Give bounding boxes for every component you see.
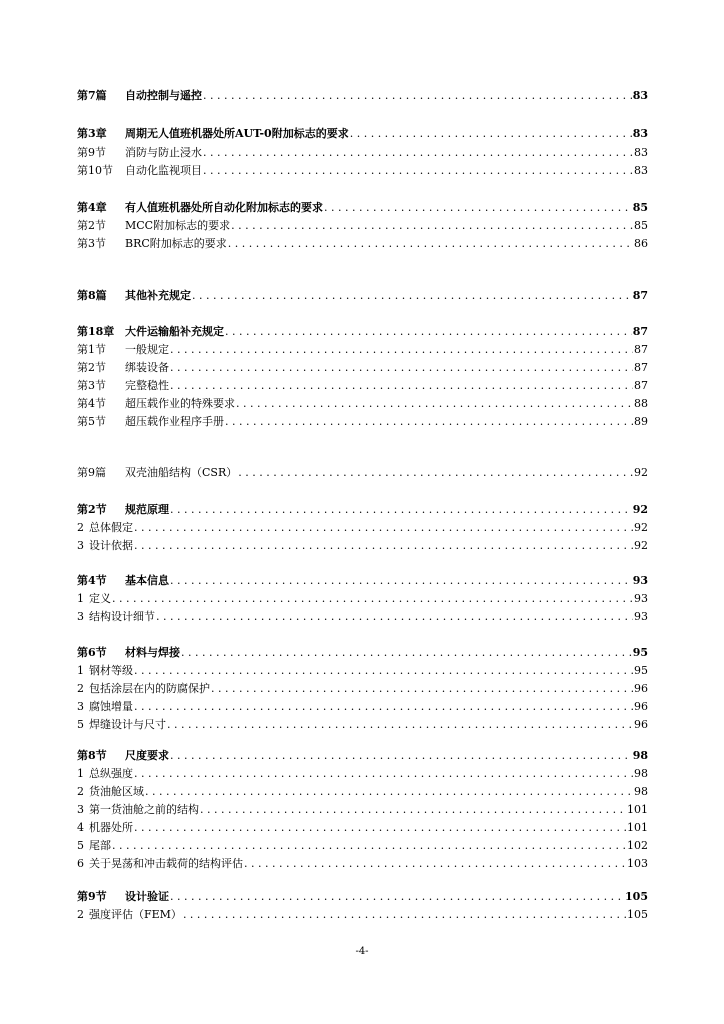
dot-leader [145, 784, 633, 800]
dot-leader [225, 324, 632, 340]
toc-entry-page: 83 [632, 89, 648, 102]
dot-leader [170, 378, 633, 394]
dot-leader [170, 502, 632, 518]
toc-entry-number: 第4节 [77, 574, 107, 587]
toc-entry-title: 机器处所 [89, 821, 133, 834]
toc-entry[interactable] [77, 538, 648, 554]
dot-leader [134, 820, 626, 836]
dot-leader [203, 145, 633, 161]
toc-entry[interactable] [77, 145, 648, 161]
toc-entry[interactable] [77, 236, 648, 252]
toc-entry-number: 5 [77, 839, 84, 852]
toc-entry[interactable] [77, 838, 648, 854]
toc-entry[interactable] [77, 889, 648, 905]
toc-entry[interactable] [77, 126, 648, 142]
toc-entry-title: 超压载作业程序手册 [125, 415, 224, 428]
toc-entry-number: 第4章 [77, 201, 107, 214]
toc-entry[interactable] [77, 717, 648, 733]
toc-entry-title: MCC附加标志的要求 [125, 219, 231, 232]
toc-entry-number: 第8节 [77, 749, 107, 762]
toc-entry-number: 1 [77, 664, 84, 677]
toc-entry-page: 89 [634, 415, 648, 428]
toc-entry-page: 93 [632, 574, 648, 587]
toc-entry-number: 5 [77, 718, 84, 731]
toc-entry-title: 包括涂层在内的防腐保护 [89, 682, 210, 695]
toc-entry[interactable] [77, 288, 648, 304]
toc-entry-number: 第1节 [77, 343, 106, 356]
toc-entry-page: 101 [627, 803, 648, 816]
toc-entry-title: 双壳油船结构（CSR） [125, 466, 238, 479]
toc-entry-title: 结构设计细节 [89, 610, 155, 623]
dot-leader [203, 163, 633, 179]
toc-entry-page: 95 [634, 664, 648, 677]
toc-entry-number: 1 [77, 767, 84, 780]
toc-entry[interactable] [77, 88, 648, 104]
toc-entry-number: 第10节 [77, 164, 113, 177]
toc-entry-title: 大件运输船补充规定 [125, 325, 224, 338]
dot-leader [112, 838, 626, 854]
toc-entry-title: 一般规定 [125, 343, 169, 356]
toc-entry-page: 105 [625, 890, 648, 903]
toc-entry-number: 1 [77, 592, 84, 605]
toc-entry[interactable] [77, 681, 648, 697]
dot-leader [156, 609, 633, 625]
toc-entry[interactable] [77, 663, 648, 679]
toc-entry-number: 第3节 [77, 237, 106, 250]
toc-entry[interactable] [77, 766, 648, 782]
toc-entry-number: 2 [77, 682, 84, 695]
toc-entry-number: 第2节 [77, 503, 107, 516]
dot-leader [231, 218, 633, 234]
dot-leader [192, 288, 632, 304]
toc-entry-page: 83 [634, 164, 648, 177]
toc-entry[interactable] [77, 502, 648, 518]
dot-leader [134, 663, 633, 679]
toc-entry[interactable] [77, 784, 648, 800]
toc-entry-number: 4 [77, 821, 84, 834]
toc-entry-number: 第2节 [77, 361, 106, 374]
toc-entry[interactable] [77, 342, 648, 358]
toc-entry-title: 规范原理 [125, 503, 169, 516]
toc-entry-page: 86 [634, 237, 648, 250]
toc-entry-number: 2 [77, 521, 84, 534]
toc-entry-title: 第一货油舱之前的结构 [89, 803, 199, 816]
toc-entry-page: 92 [634, 539, 648, 552]
toc-entry-title: 设计依据 [89, 539, 133, 552]
toc-entry-title: 货油舱区域 [89, 785, 144, 798]
dot-leader [167, 717, 633, 733]
toc-entry-page: 96 [634, 718, 648, 731]
toc-entry-title: 设计验证 [125, 890, 169, 903]
dot-leader [134, 520, 633, 536]
toc-entry-title: 完整稳性 [125, 379, 169, 392]
toc-entry-page: 98 [634, 767, 648, 780]
toc-entry[interactable] [77, 520, 648, 536]
toc-entry-title: 超压载作业的特殊要求 [125, 397, 235, 410]
dot-leader [134, 538, 633, 554]
toc-entry-title: 尺度要求 [125, 749, 169, 762]
toc-entry-page: 85 [632, 201, 648, 214]
toc-entry-number: 第8篇 [77, 289, 107, 302]
toc-entry[interactable] [77, 414, 648, 430]
toc-entry[interactable] [77, 218, 648, 234]
toc-entry-page: 93 [634, 592, 648, 605]
toc-entry-number: 3 [77, 803, 84, 816]
toc-entry-page: 87 [632, 289, 648, 302]
toc-entry[interactable] [77, 573, 648, 589]
toc-entry[interactable] [77, 163, 648, 179]
toc-entry[interactable] [77, 396, 648, 412]
toc-entry-number: 第9节 [77, 146, 106, 159]
toc-entry-title: 关于晃荡和冲击载荷的结构评估 [89, 857, 243, 870]
toc-entry-number: 第5节 [77, 415, 106, 428]
dot-leader [200, 802, 626, 818]
toc-entry-page: 92 [634, 466, 648, 479]
toc-entry-number: 3 [77, 539, 84, 552]
page-number: -4- [355, 946, 369, 957]
toc-entry-title: 周期无人值班机器处所AUT-0附加标志的要求 [125, 127, 349, 140]
toc-entry-number: 3 [77, 700, 84, 713]
toc-entry-title: 材料与焊接 [125, 646, 180, 659]
dot-leader [211, 681, 633, 697]
toc-entry-page: 102 [627, 839, 648, 852]
toc-entry-page: 83 [632, 127, 648, 140]
dot-leader [170, 573, 632, 589]
toc-entry-page: 95 [632, 646, 648, 659]
dot-leader [244, 856, 626, 872]
toc-entry-page: 87 [634, 379, 648, 392]
toc-entry-number: 3 [77, 610, 84, 623]
toc-entry-page: 85 [634, 219, 648, 232]
toc-entry-title: 自动化监视项目 [125, 164, 202, 177]
toc-entry[interactable] [77, 748, 648, 764]
toc-entry-page: 98 [632, 749, 648, 762]
toc-entry-page: 96 [634, 682, 648, 695]
toc-entry-title: 绑装设备 [125, 361, 169, 374]
toc-entry-page: 92 [634, 521, 648, 534]
toc-entry-number: 第6节 [77, 646, 107, 659]
toc-entry-number: 第9篇 [77, 466, 106, 479]
toc-entry[interactable] [77, 907, 648, 923]
toc-entry-page: 96 [634, 700, 648, 713]
toc-entry-title: 腐蚀增量 [89, 700, 133, 713]
toc-entry-title: 自动控制与遥控 [125, 89, 202, 102]
dot-leader [170, 889, 624, 905]
toc-entry-number: 第2节 [77, 219, 106, 232]
dot-leader [170, 360, 633, 376]
toc-entry[interactable] [77, 820, 648, 836]
toc-entry-title: 强度评估（FEM） [89, 908, 182, 921]
toc-entry[interactable] [77, 200, 648, 216]
toc-entry-page: 83 [634, 146, 648, 159]
toc-entry-title: 钢材等级 [89, 664, 133, 677]
toc-entry-page: 92 [632, 503, 648, 516]
toc-entry-page: 87 [634, 343, 648, 356]
toc-entry-title: 基本信息 [125, 574, 169, 587]
toc-entry-page: 93 [634, 610, 648, 623]
dot-leader [183, 907, 626, 923]
toc-entry-number: 2 [77, 785, 84, 798]
dot-leader [203, 88, 632, 104]
toc-entry-title: 其他补充规定 [125, 289, 191, 302]
toc-entry-title: 消防与防止浸水 [125, 146, 202, 159]
toc-entry-number: 第3节 [77, 379, 106, 392]
toc-entry-number: 2 [77, 908, 84, 921]
toc-entry-number: 第18章 [77, 325, 115, 338]
dot-leader [324, 200, 632, 216]
dot-leader [225, 414, 633, 430]
toc-entry[interactable] [77, 378, 648, 394]
toc-entry-page: 105 [627, 908, 648, 921]
toc-entry-page: 98 [634, 785, 648, 798]
toc-entry-title: 总纵强度 [89, 767, 133, 780]
toc-entry-number: 第4节 [77, 397, 106, 410]
toc-entry-page: 101 [627, 821, 648, 834]
dot-leader [228, 236, 633, 252]
toc-entry-page: 103 [627, 857, 648, 870]
toc-entry-title: 总体假定 [89, 521, 133, 534]
toc-entry[interactable] [77, 360, 648, 376]
dot-leader [238, 465, 633, 481]
toc-entry-number: 第7篇 [77, 89, 107, 102]
toc-entry[interactable] [77, 856, 648, 872]
toc-entry-number: 第3章 [77, 127, 107, 140]
toc-entry[interactable] [77, 645, 648, 661]
toc-entry[interactable] [77, 609, 648, 625]
toc-entry[interactable] [77, 802, 648, 818]
dot-leader [181, 645, 632, 661]
toc-entry[interactable] [77, 324, 648, 340]
toc-entry-page: 88 [634, 397, 648, 410]
toc-entry-title: 有人值班机器处所自动化附加标志的要求 [125, 201, 323, 214]
toc-entry[interactable] [77, 465, 648, 481]
dot-leader [170, 342, 633, 358]
toc-entry-number: 第9节 [77, 890, 107, 903]
dot-leader [134, 766, 633, 782]
toc-entry[interactable] [77, 591, 648, 607]
toc-entry-page: 87 [632, 325, 648, 338]
dot-leader [236, 396, 633, 412]
toc-entry-title: 焊缝设计与尺寸 [89, 718, 166, 731]
toc-entry-page: 87 [634, 361, 648, 374]
dot-leader [350, 126, 632, 142]
dot-leader [112, 591, 633, 607]
toc-entry-title: 尾部 [89, 839, 111, 852]
toc-entry-title: 定义 [89, 592, 111, 605]
dot-leader [170, 748, 632, 764]
toc-entry-number: 6 [77, 857, 84, 870]
toc-entry-title: BRC附加标志的要求 [125, 237, 227, 250]
toc-entry[interactable] [77, 699, 648, 715]
dot-leader [134, 699, 633, 715]
